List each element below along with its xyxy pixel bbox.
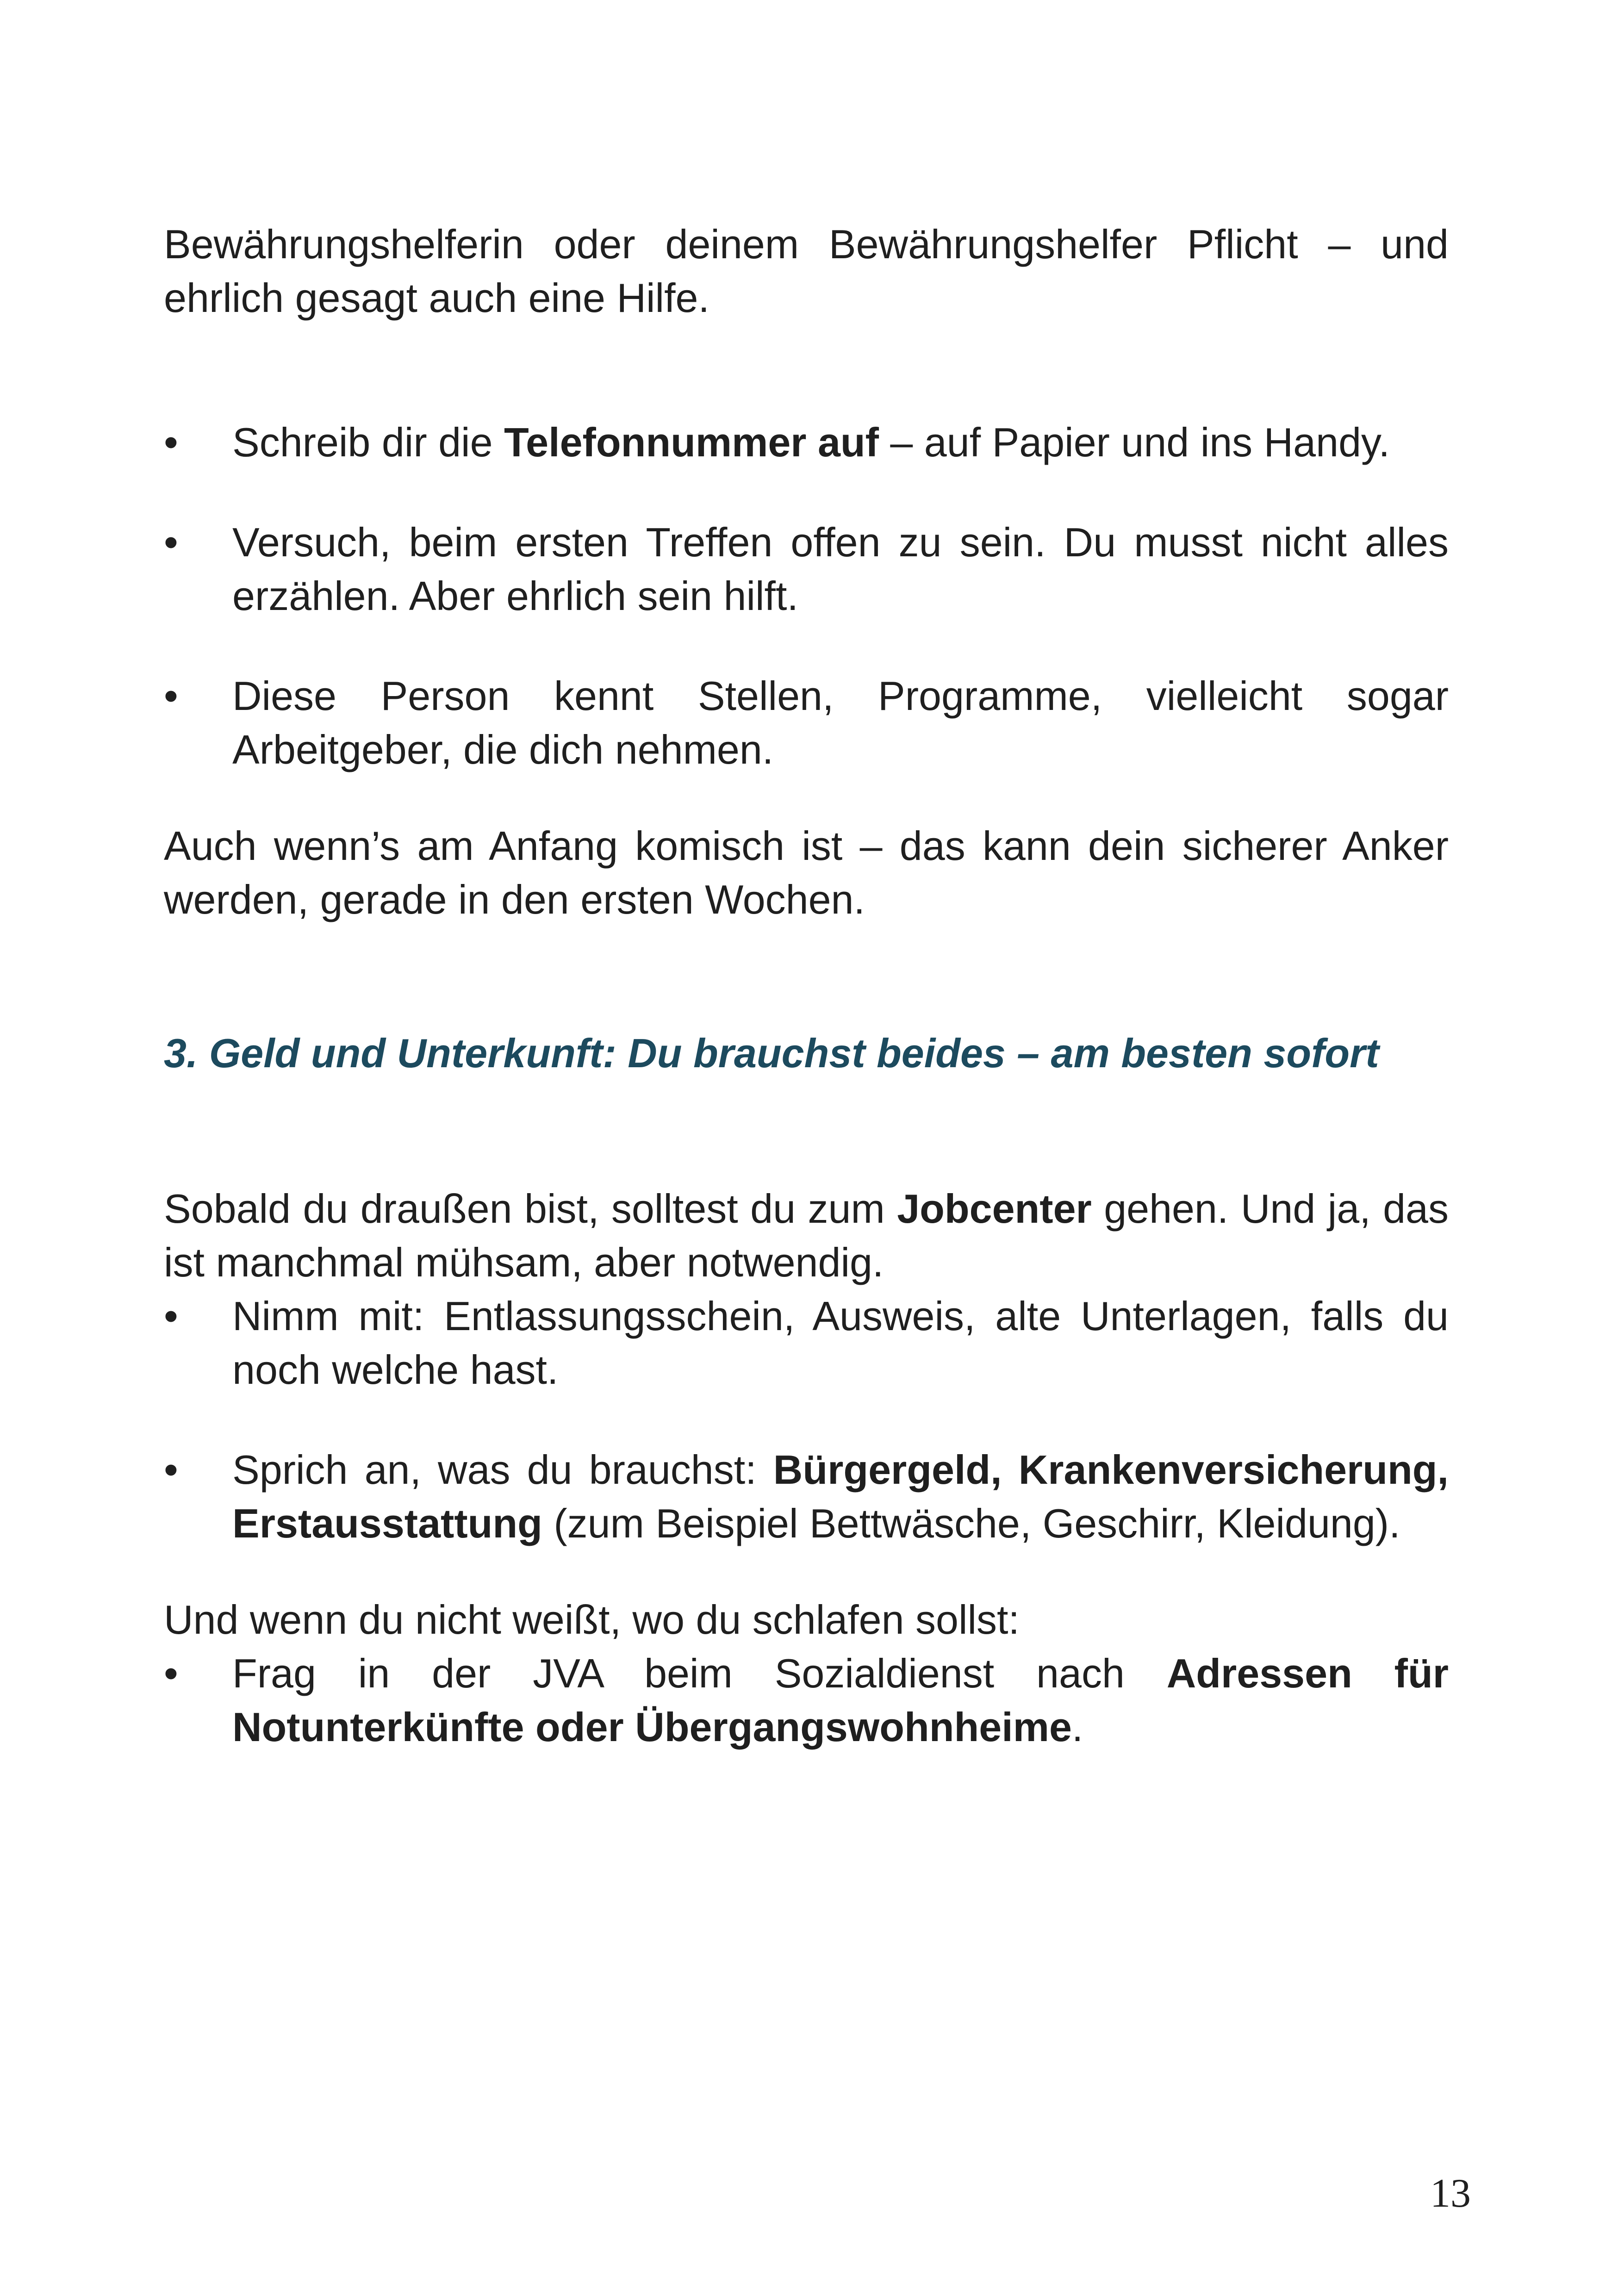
paragraph-jobcenter [164,1182,1449,1289]
list-item-text: Schreib dir die [232,419,504,465]
list-item-bold: Bürgergeld, Krankenversicherung, Erstausstattung [232,1447,1449,1546]
bullet-icon: • [164,519,178,565]
bullet-icon: • [164,1650,178,1696]
list-item-bold: Adressen für Notunterkünfte oder Übergangswohnheime [232,1650,1449,1750]
list-housing [164,1647,1449,1754]
section-heading: 3. Geld und Unterkunft: Du brauchst beides – am besten sofort [164,1030,1379,1076]
list-item-text: Diese Person kennt Stellen, Programme, vielleicht sogar Arbeitgeber, die dich nehmen. [232,673,1449,772]
paragraph-bold: Jobcenter [897,1186,1092,1232]
list-item [164,1443,1449,1550]
bullet-icon: • [164,1447,178,1493]
page-content [164,218,1449,1800]
bullet-icon: • [164,673,178,719]
paragraph-text: Sobald du draußen bist, solltest du zum [164,1186,897,1232]
bullet-icon: • [164,1293,178,1339]
list-jobcenter [164,1289,1449,1550]
list-item-text: (zum Beispiel Bettwäsche, Geschirr, Kleidung). [542,1500,1400,1546]
paragraph-anchor: Auch wenn’s am Anfang komisch ist – das kann dein sicherer Anker werden, gerade in den ersten Wochen. [164,823,1449,922]
list-item [164,516,1449,623]
paragraph-intro: Bewährungshelferin oder deinem Bewährungshelfer Pflicht – und ehrlich gesagt auch eine Hilfe. [164,221,1449,321]
list-item-text: Frag in der JVA beim Sozialdienst nach [232,1650,1167,1696]
list-item-text: Versuch, beim ersten Treffen offen zu sein. Du musst nicht alles erzählen. Aber ehrlich sein hilft. [232,519,1449,619]
list-item [164,416,1449,469]
list-item-text: . [1071,1704,1083,1750]
bullet-icon: • [164,419,178,465]
list-item [164,1289,1449,1397]
list-item [164,669,1449,777]
list-item-text: – auf Papier und ins Handy. [878,419,1390,465]
list-item-text: Sprich an, was du brauchst: [232,1447,773,1493]
list-item-bold: Telefonnummer auf [504,419,879,465]
list-item-text: Nimm mit: Entlassungsschein, Ausweis, alte Unterlagen, falls du noch welche hast. [232,1293,1449,1393]
list-contact-tips [164,416,1449,777]
page-number: 13 [1430,2171,1471,2216]
paragraph-sleep: Und wenn du nicht weißt, wo du schlafen sollst: [164,1597,1020,1643]
paragraph-text: gehen. Und ja, das ist manchmal mühsam, aber notwendig. [164,1186,1449,1285]
list-item [164,1647,1449,1754]
